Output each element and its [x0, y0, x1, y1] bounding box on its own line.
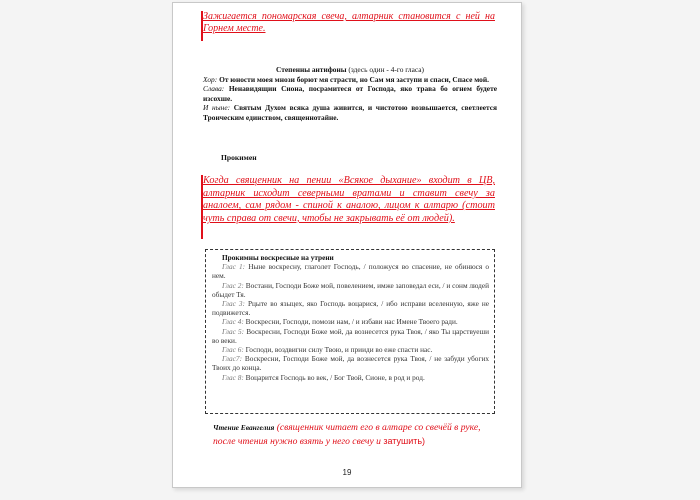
prokimen-tone-label: Глас 4: — [222, 317, 244, 327]
prokimen-text: Ныне воскресну, глаголет Господь, / положуся во спасение, не обинюся о нем. — [212, 262, 490, 281]
rubric-middle: Когда священник на пении «Всякое дыхание» входит в ЦВ, алтарник исходит северными вратами и ставит свечу за аналоем, сам рядом - спиной к аналою, лицом к алтарю (стоит чуть справа от свечи, чтобы не закрывать её от людей). — [203, 175, 495, 224]
antiphon-text: Святым Духом всяка душа живится, и чистотою возвышается, светлеется Троическим единством, священнотайне. — [203, 103, 497, 122]
prokimen-item — [212, 345, 489, 354]
prokimen-text: Воцарится Господь во век, / Бог Твой, Сионе, в род и род. — [245, 372, 425, 382]
rubric-top: Зажигается пономарская свеча, алтарник становится с ней на Горнем месте. — [203, 11, 495, 35]
antiphon-line — [203, 75, 497, 85]
prokimen-item — [212, 299, 489, 317]
antiphons-title-note: (здесь один - 4-го гласа) — [348, 65, 424, 74]
gospel-rubric-end: затушить) — [383, 435, 426, 446]
prokimen-tone-label: Глас 1: — [222, 262, 246, 272]
prokimen-heading: Прокимен — [221, 153, 257, 162]
page-number: 19 — [342, 468, 352, 477]
antiphon-line — [203, 103, 497, 122]
antiphon-label: Хор: — [203, 74, 218, 84]
antiphon-text: От юности моея мнози борют мя страсти, но Сам мя заступи и спаси, Спасе мой. — [219, 74, 489, 84]
prokimen-text: Воскресни, Господи Боже мой, да вознесется рука Твоя, / не забуди убогих Твоих до конца. — [212, 354, 489, 373]
prokimen-tone-label: Глас 3: — [222, 299, 245, 309]
prokimen-text: Рцыте во языцех, яко Господь воцарися, / ибо исправи вселенную, яже не подвижется. — [212, 299, 489, 318]
prokimen-item — [212, 373, 489, 382]
antiphons-block — [203, 65, 497, 123]
prokimen-item — [212, 327, 489, 345]
prokimen-text: Воскресни, Господи Боже мой, да вознесется рука Твоя, / яко Ты царствуеши во веки. — [212, 326, 490, 345]
antiphon-label: Слава: — [203, 84, 225, 94]
gospel-title: Чтение Евангелия — [213, 423, 275, 432]
prokimens-box — [205, 249, 495, 414]
prokimen-tone-label: Глас 2: — [222, 280, 244, 290]
prokimen-item — [212, 281, 489, 299]
prokimen-tone-label: Глас7: — [222, 354, 242, 364]
prokimen-tone-label: Глас 5: — [222, 326, 245, 336]
gospel-rubric: (священник читает его в алтаре со свечёй в руке, после чтения нужно взять у него свечу и — [213, 422, 481, 447]
document-page — [172, 2, 522, 488]
gospel-section — [213, 422, 495, 448]
antiphon-text: Ненавидящии Сиона, посрамитеся от Господа, яко трава бо огнем будете изсохше. — [203, 84, 497, 103]
prokimen-item — [212, 262, 489, 280]
antiphon-line — [203, 84, 497, 103]
prokimen-text: Востани, Господи Боже мой, повелением, имже заповедал еси, / и сонм людей обыдет Тя. — [212, 280, 489, 299]
antiphon-label: И ныне: — [203, 103, 231, 113]
prokimen-text: Господи, воздвигни силу Твою, и прииди во еже спасти нас. — [245, 345, 433, 355]
prokimen-tone-label: Глас 6: — [222, 345, 244, 355]
prokimen-tone-label: Глас 8: — [222, 372, 244, 382]
prokimen-item — [212, 317, 489, 326]
antiphons-title — [203, 65, 497, 75]
antiphons-title-text: Степенны антифоны — [276, 65, 347, 74]
prokimens-title: Прокимны воскресные на утрени — [222, 253, 334, 262]
prokimen-item — [212, 354, 489, 372]
prokimen-text: Воскресни, Господи, помози нам, / и избави нас Имене Твоего ради. — [245, 317, 458, 327]
